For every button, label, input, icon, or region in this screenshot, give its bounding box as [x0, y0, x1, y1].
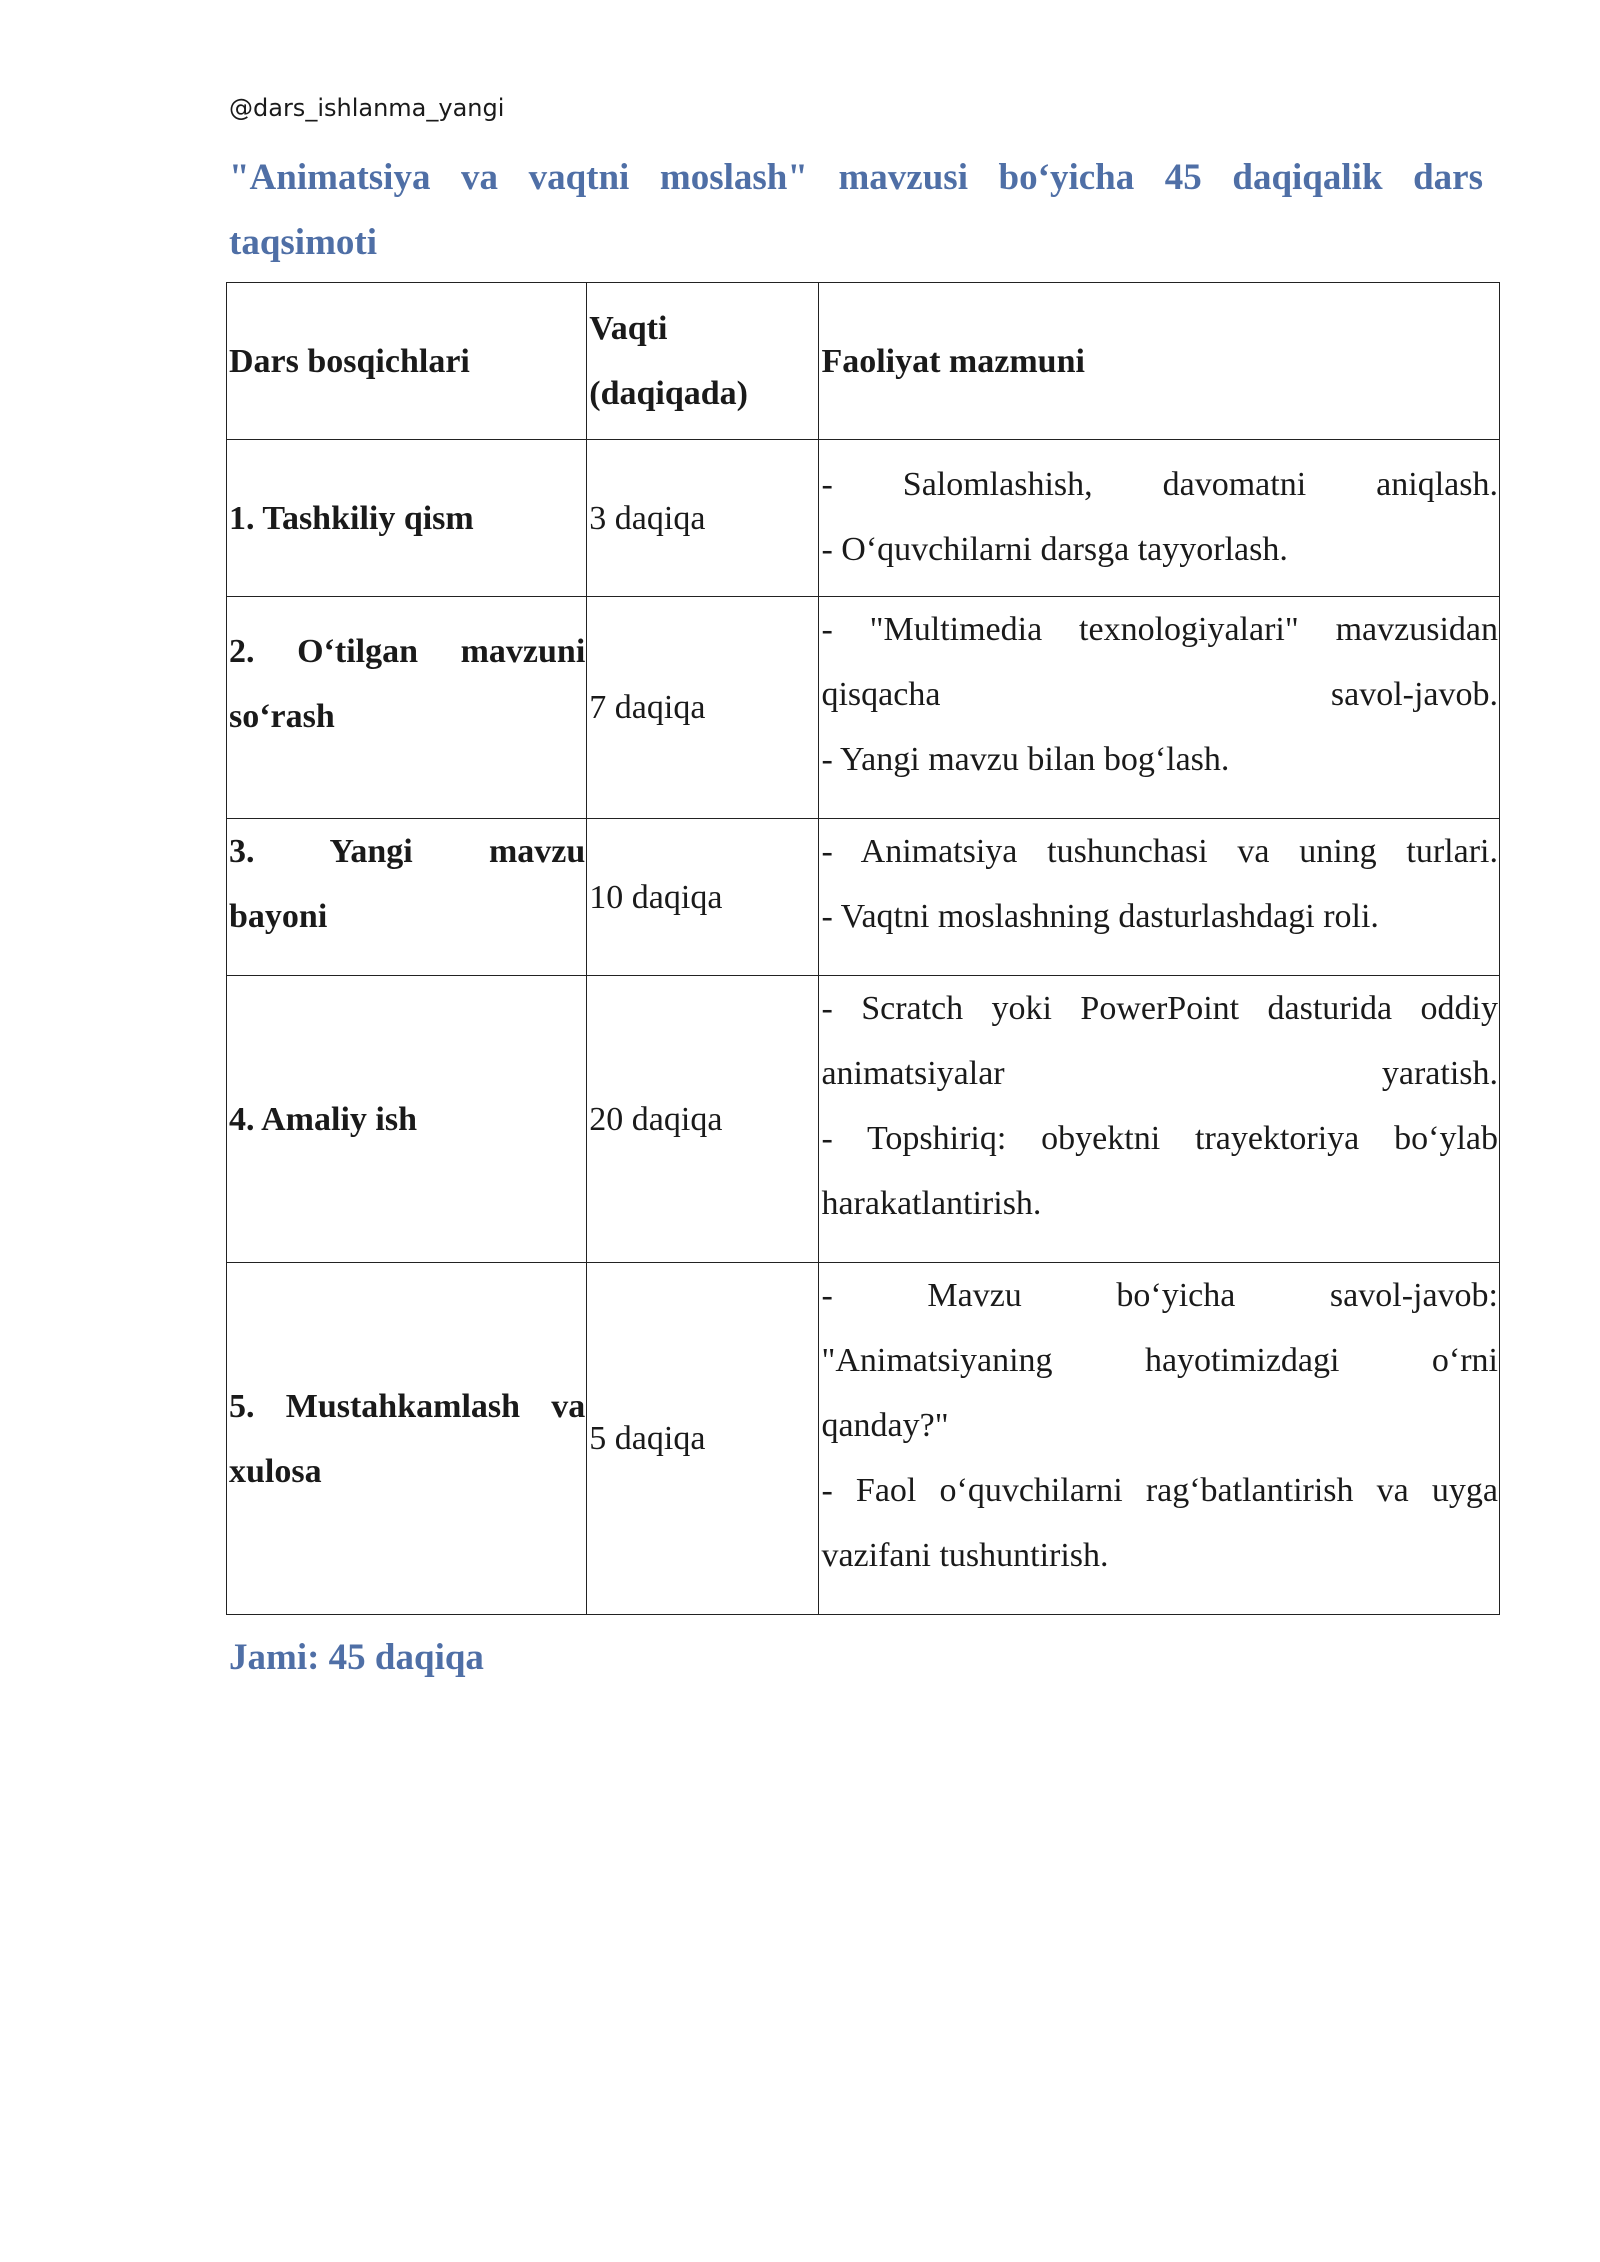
content-line: - Topshiriq: obyektni trayektoriya bo‘ylab [821, 1120, 1498, 1157]
content-line: - Scratch yoki PowerPoint dasturida oddiy [821, 990, 1498, 1027]
time-cell [587, 1263, 819, 1615]
header-time [587, 283, 819, 440]
time-value: 10 daqiqa [589, 878, 723, 916]
stage-line: 4. Amaliy ish [229, 1100, 417, 1138]
stage-cell [227, 976, 587, 1263]
stage-line: 3. Yangi mavzu [229, 833, 586, 870]
content-cell [819, 976, 1500, 1263]
stage-line: 5. Mustahkamlash va [229, 1387, 586, 1425]
time-value: 3 daqiqa [589, 499, 706, 537]
table-row [227, 440, 1500, 597]
time-value: 5 daqiqa [589, 1420, 706, 1457]
stage-cell [227, 1263, 587, 1615]
table-row [227, 819, 1500, 976]
content-line: - "Multimedia texnologiyalari" mavzusidan [821, 611, 1498, 648]
document-title: "Animatsiya va vaqtni moslash" mavzusi bo‘yicha 45 daqiqalik dars taqsimoti [229, 157, 1483, 263]
content-cell [819, 1263, 1500, 1615]
content-cell [819, 597, 1500, 819]
header-content [819, 283, 1500, 440]
time-cell [587, 597, 819, 819]
total-duration: Jami: 45 daqiqa [229, 1637, 484, 1678]
table-row [227, 597, 1500, 819]
stage-line: 2. O‘tilgan mavzuni [229, 633, 586, 670]
time-cell [587, 819, 819, 976]
content-line: - Mavzu bo‘yicha savol-javob: [821, 1277, 1498, 1314]
header-stage [227, 283, 587, 440]
stage-cell [227, 597, 587, 819]
table-header-row [227, 283, 1500, 440]
stage-cell [227, 819, 587, 976]
header-handle: @dars_ishlanma_yangi [229, 94, 505, 122]
time-cell [587, 440, 819, 597]
content-line: vazifani tushuntirish. [821, 1537, 1109, 1574]
stage-line: so‘rash [229, 698, 335, 735]
content-line: - Yangi mavzu bilan bog‘lash. [821, 741, 1230, 778]
content-line: - Salomlashish, davomatni aniqlash. [821, 466, 1498, 503]
content-line: qanday?" [821, 1407, 949, 1444]
content-line: harakatlantirish. [821, 1185, 1042, 1222]
content-line: qisqacha savol-javob. [821, 676, 1498, 713]
content-line: - Faol o‘quvchilarni rag‘batlantirish va uyga [821, 1472, 1498, 1509]
stage-line: bayoni [229, 898, 328, 935]
table-row [227, 976, 1500, 1263]
stage-cell [227, 440, 587, 597]
header-time-line1: Vaqti [589, 310, 668, 347]
time-value: 7 daqiqa [589, 689, 706, 726]
table-row [227, 1263, 1500, 1615]
content-line: animatsiyalar yaratish. [821, 1055, 1498, 1092]
stage-line: 1. Tashkiliy qism [229, 499, 474, 537]
content-line: - Animatsiya tushunchasi va uning turlari. [821, 833, 1498, 870]
header-content-label: Faoliyat mazmuni [821, 342, 1085, 380]
content-line: - O‘quvchilarni darsga tayyorlash. [821, 531, 1288, 568]
content-cell [819, 819, 1500, 976]
header-time-line2: (daqiqada) [589, 375, 749, 412]
stage-line: xulosa [229, 1452, 322, 1490]
lesson-plan-table [226, 282, 1500, 1615]
time-value: 20 daqiqa [589, 1100, 723, 1138]
content-cell [819, 440, 1500, 597]
time-cell [587, 976, 819, 1263]
content-line: "Animatsiyaning hayotimizdagi o‘rni [821, 1342, 1498, 1379]
content-line: - Vaqtni moslashning dasturlashdagi roli. [821, 898, 1379, 935]
header-stage-label: Dars bosqichlari [229, 342, 470, 380]
